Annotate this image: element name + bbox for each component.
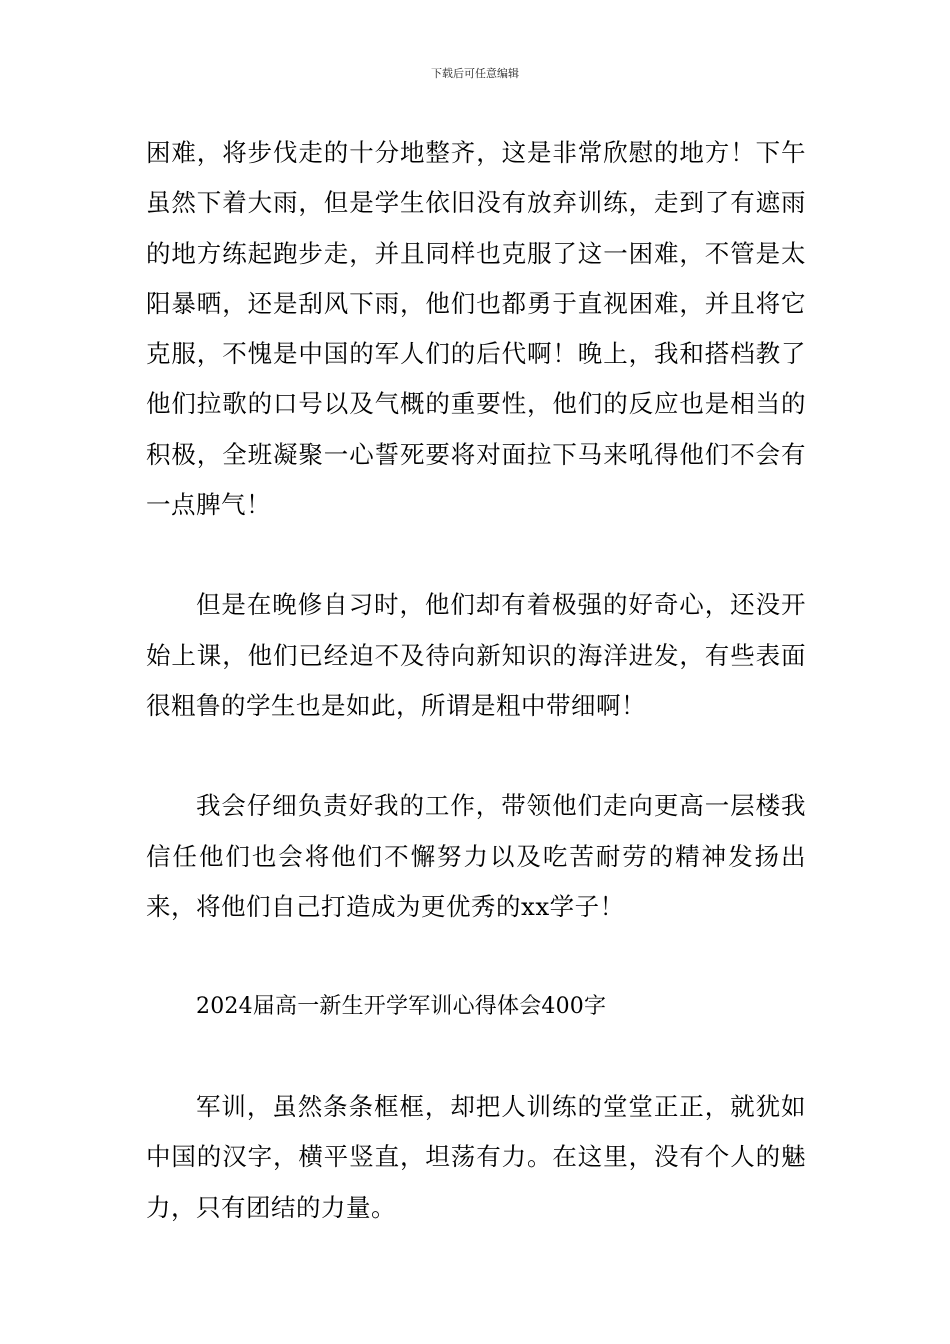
paragraph-1: 困难，将步伐走的十分地整齐，这是非常欣慰的地方！下午虽然下着大雨，但是学生依旧没有放弃训练，走到了有遮雨的地方练起跑步走，并且同样也克服了这一困难，不管是太阳暴晒，还是刮风下雨，他们也都勇于直视困难，并且将它克服，不愧是中国的军人们的后代啊！晚上，我和搭档教了他们拉歌的口号以及气概的重要性，他们的反应也是相当的积极，全班凝聚一心誓死要将对面拉下马来吼得他们不会有一点脾气！: [146, 138, 806, 520]
paragraph-2: 但是在晚修自习时，他们却有着极强的好奇心，还没开始上课，他们已经迫不及待向新知识的海洋进发，有些表面很粗鲁的学生也是如此，所谓是粗中带细啊！: [146, 590, 806, 720]
paragraph-4: 军训，虽然条条框框，却把人训练的堂堂正正，就犹如中国的汉字，横平竖直，坦荡有力。在这里，没有个人的魅力，只有团结的力量。: [146, 1092, 806, 1222]
paragraph-spacer: [146, 530, 806, 580]
header-note: 下载后可任意编辑: [431, 67, 519, 80]
paragraph-spacer: [146, 731, 806, 781]
section-heading: 2024届高一新生开学军训心得体会400字: [196, 994, 607, 1020]
paragraph-3: 我会仔细负责好我的工作，带领他们走向更高一层楼我信任他们也会将他们不懈努力以及吃苦耐劳的精神发扬出来，将他们自己打造成为更优秀的xx学子！: [146, 791, 806, 921]
paragraph-spacer: [146, 1032, 806, 1082]
document-body: [146, 128, 806, 1233]
paragraph-spacer: [146, 932, 806, 982]
